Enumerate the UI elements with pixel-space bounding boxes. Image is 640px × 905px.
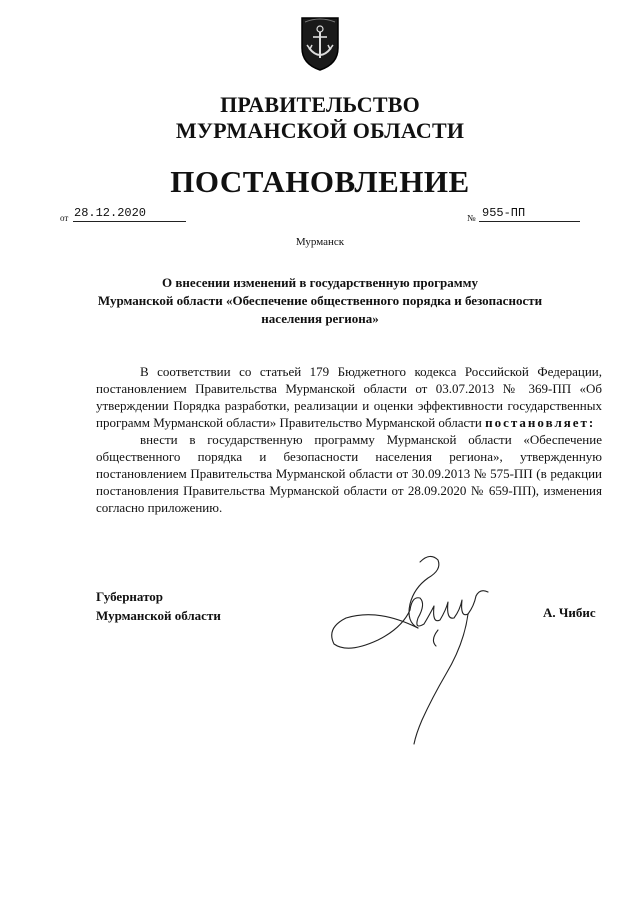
subject-line-1: О внесении изменений в государственную программу [162, 275, 478, 290]
coat-of-arms-icon [296, 14, 344, 72]
paragraph-1-text: В соответствии со статьей 179 Бюджетного кодекса Российской Федерации, постановлением Правительства Мурманской области от 03.07.2013 № 369-ПП «Об утверждении Порядка разработки, реализации и оценки эффективности государственных программ Мурманской области» Правительство Мурманской области [96, 364, 602, 430]
city-name: Мурманск [295, 236, 345, 248]
body-paragraph-2: внести в государственную программу Мурманской области «Обеспечение общественного порядка и безопасности населения региона», утвержденную постановлением Правительства Мурманской области от 30.09.2013 № 575-ПП (в редакции постановления Правительства Мурманской области от 28.09.2020 № 659-ПП), изменения согласно приложению. [96, 432, 602, 515]
subject-line-2: Мурманской области «Обеспечение общественного порядка и безопасности [97, 293, 543, 308]
date-label: от [60, 213, 69, 223]
position-line-2: Мурманской области [96, 608, 221, 623]
number-underline [479, 221, 580, 222]
government-title-line-1: ПРАВИТЕЛЬСТВО [220, 92, 420, 117]
date-underline [73, 221, 186, 222]
government-title-line-2: МУРМАНСКОЙ ОБЛАСТИ [175, 118, 465, 143]
signatory-name: А. Чибис [543, 605, 596, 620]
number-value: 955-ПП [482, 206, 526, 220]
number-label: № [467, 213, 476, 223]
body-paragraph-1 [96, 363, 602, 431]
document-type-title: ПОСТАНОВЛЕНИЕ [170, 164, 470, 199]
handwritten-signature [318, 548, 528, 748]
signatory-position [96, 587, 221, 625]
subject-line-3: населения региона» [261, 311, 379, 326]
resolution-keyword: постановляет: [485, 415, 596, 430]
position-line-1: Губернатор [96, 589, 164, 604]
date-value: 28.12.2020 [74, 206, 147, 220]
document-subject [0, 274, 640, 328]
document-body [96, 363, 602, 516]
